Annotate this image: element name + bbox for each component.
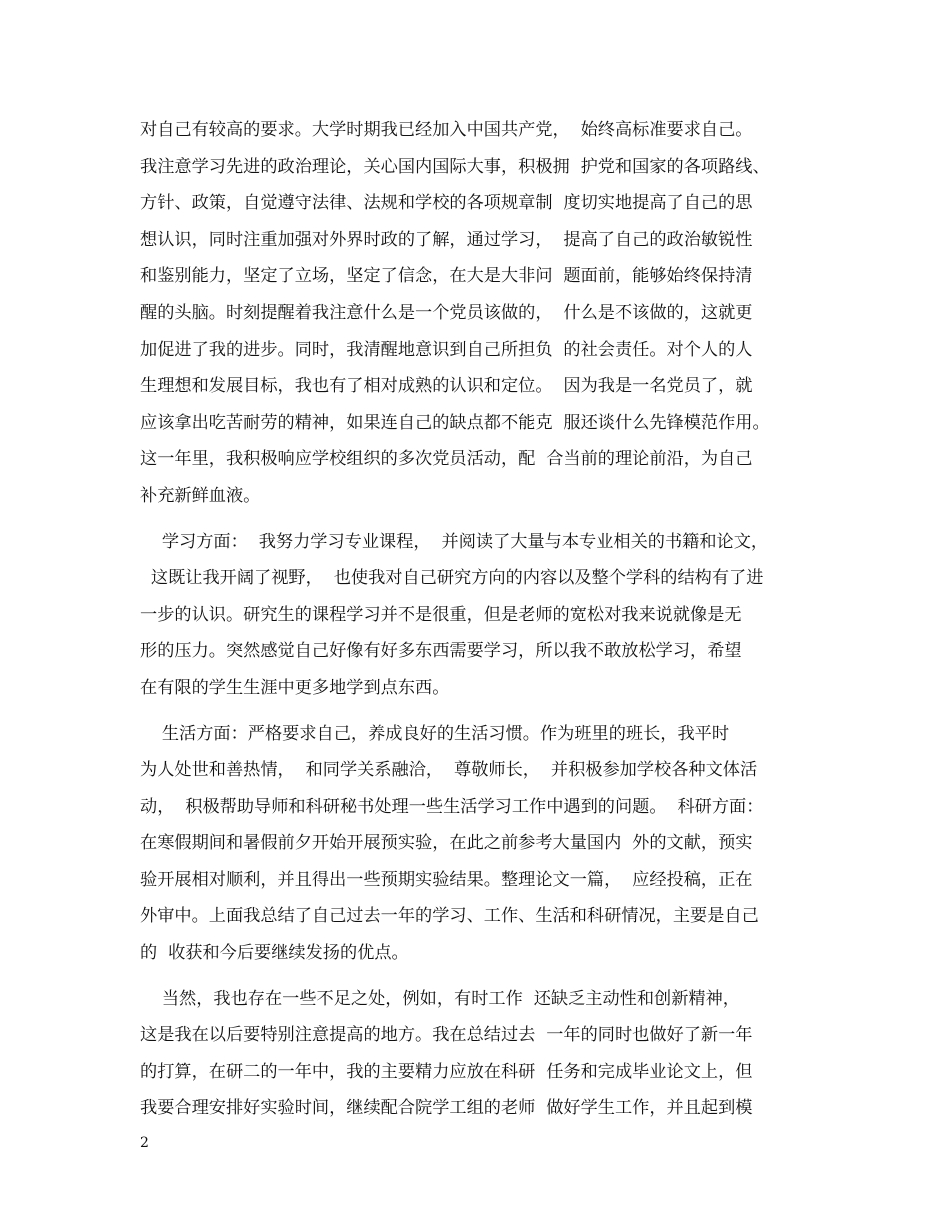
paragraph-study [140, 524, 840, 707]
text-line: 形的压力。突然感觉自己好像有好多东西需要学习，所以我不敢放松学习，希望 [140, 641, 742, 662]
text-line: 对自己有较高的要求。大学时期我已经加入中国共产党， 始终高标准要求自己。 [140, 120, 753, 140]
text-line: 在寒假期间和暑假前夕开始开展预实验，在此之前参考大量国内 外的文献，预实 [140, 833, 753, 854]
text-line: 动， 积极帮助导师和科研秘书处理一些生活学习工作中遇到的问题。 科研方面： [140, 796, 764, 817]
text-line: 应该拿出吃苦耐劳的精神，如果连自己的缺点都不能克 服还谈什么先锋模范作用。 [140, 412, 770, 433]
text-line: 生活方面：严格要求自己，养成良好的生活习惯。作为班里的班长，我平时 [140, 723, 730, 744]
text-line: 我注意学习先进的政治理论，关心国内国际大事，积极拥 护党和国家的各项路线、 [140, 156, 770, 177]
paragraph-shortcomings [140, 981, 840, 1127]
text-line: 当然，我也存在一些不足之处，例如，有时工作 还缺乏主动性和创新精神， [140, 988, 740, 1009]
text-line: 这是我在以后要特别注意提高的地方。我在总结过去 一年的同时也做好了新一年 [140, 1025, 753, 1046]
text-line: 补充新鲜血液。 [140, 485, 261, 506]
text-line: 这一年里，我积极响应学校组织的多次党员活动，配 合当前的理论前沿，为自己 [140, 449, 753, 470]
body-text [140, 112, 840, 1127]
text-line: 的 收获和今后要继续发扬的优点。 [140, 943, 409, 964]
page-number: 2 [140, 1135, 149, 1151]
text-line: 为人处世和善热情， 和同学关系融洽， 尊敬师长， 并积极参加学校各种文体活 [140, 760, 758, 781]
text-line: 加促进了我的进步。同时，我清醒地意识到自己所担负 的社会责任。对个人的人 [140, 339, 753, 360]
text-line: 外审中。上面我总结了自己过去一年的学习、工作、生活和科研情况，主要是自己 [140, 906, 759, 927]
text-line: 在有限的学生生涯中更多地学到点东西。 [140, 677, 450, 698]
text-line: 的打算，在研二的一年中，我的主要精力应放在科研 任务和完成毕业论文上，但 [140, 1061, 753, 1082]
paragraph-gap [140, 972, 840, 981]
paragraph-gap [140, 707, 840, 716]
text-line: 学习方面： 我努力学习专业课程， 并阅读了大量与本专业相关的书籍和论文， [140, 531, 769, 552]
text-line: 我要合理安排好实验时间，继续配合院学工组的老师 做好学生工作，并且起到模 [140, 1098, 753, 1119]
text-line: 这既让我开阔了视野， 也使我对自己研究方向的内容以及整个学科的结构有了进 [140, 568, 764, 589]
text-line: 想认识，同时注重加强对外界时政的了解，通过学习， 提高了自己的政治敏锐性 [140, 229, 753, 250]
paragraph-gap [140, 515, 840, 524]
text-line: 生理想和发展目标，我也有了相对成熟的认识和定位。 因为我是一名党员了，就 [140, 376, 753, 397]
text-line: 和鉴别能力，坚定了立场，坚定了信念，在大是大非问 题面前，能够始终保持清 [140, 266, 753, 287]
text-line: 验开展相对顺利，并且得出一些预期实验结果。整理论文一篇， 应经投稿，正在 [140, 869, 753, 890]
text-line: 醒的头脑。时刻提醒着我注意什么是一个党员该做的， 什么是不该做的，这就更 [140, 302, 753, 323]
text-line: 方针、政策，自觉遵守法律、法规和学校的各项规章制 度切实地提高了自己的思 [140, 193, 753, 214]
paragraph-party-membership [140, 112, 840, 515]
paragraph-life-research [140, 716, 840, 972]
text-line: 一步的认识。研究生的课程学习并不是很重，但是老师的宽松对我来说就像是无 [140, 604, 742, 625]
